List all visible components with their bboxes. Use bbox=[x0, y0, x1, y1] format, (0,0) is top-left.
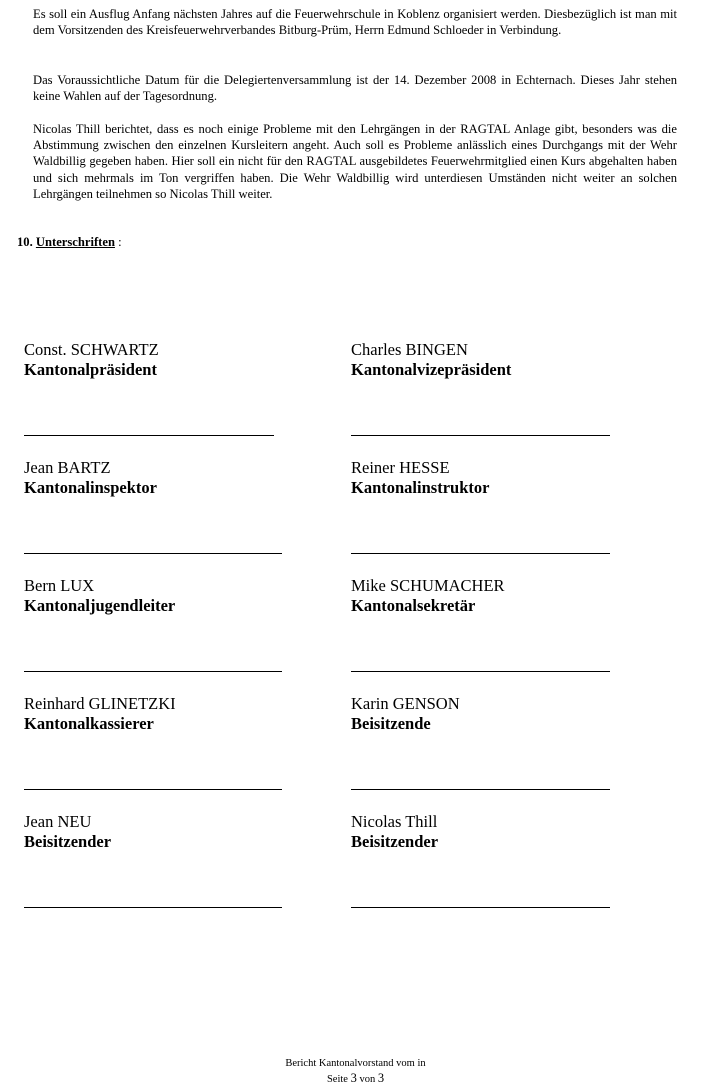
signature-line bbox=[351, 671, 610, 672]
signatory-name: Jean BARTZ bbox=[24, 458, 111, 477]
footer-page-number: Seite 3 von 3 bbox=[326, 1071, 385, 1085]
signatory-role: Kantonalsekretär bbox=[351, 596, 476, 615]
signature-block bbox=[351, 812, 621, 852]
signatory-role: Beisitzender bbox=[24, 832, 112, 851]
signatory-role: Kantonalvizepräsident bbox=[351, 360, 512, 379]
signatory-name: Mike SCHUMACHER bbox=[351, 576, 505, 595]
signature-line bbox=[351, 907, 610, 908]
signatory-name: Nicolas Thill bbox=[351, 812, 438, 831]
paragraph-ragtal-report: Nicolas Thill berichtet, dass es noch einige Probleme mit den Lehrgängen in der RAGTAL Anlage gibt, besonders was die Abstimmung zwischen den einzelnen Kursleitern angeht. Auch soll es Probleme anlässlich eines Durchgangs mit der Wehr Waldbillig gegeben haben. Hier soll ein nicht für den RAGTAL ausgebildetes Feuerwehrmitglied einen Kurs abgehalten haben und sich mehrmals im Ton vergriffen haben. Die Wehr Waldbillig wird unterdiesen Umständen nicht weiter an solchen Lehrgängen teilnehmen so Nicolas Thill weiter. bbox=[33, 122, 677, 201]
footer bbox=[0, 1057, 711, 1087]
signature-block bbox=[24, 812, 294, 852]
signatory-name: Reinhard GLINETZKI bbox=[24, 694, 176, 713]
signatory-name: Karin GENSON bbox=[351, 694, 460, 713]
section-number: 10. bbox=[17, 235, 33, 249]
signature-line bbox=[24, 671, 282, 672]
signature-line bbox=[24, 435, 274, 436]
signature-line bbox=[351, 789, 610, 790]
signatory-role: Kantonaljugendleiter bbox=[24, 596, 176, 615]
signatory-role: Kantonalpräsident bbox=[24, 360, 157, 379]
section-heading-signatures bbox=[17, 235, 122, 250]
signatory-role: Kantonalinspektor bbox=[24, 478, 157, 497]
signatory-name: Charles BINGEN bbox=[351, 340, 468, 359]
signature-line bbox=[24, 553, 282, 554]
signature-block bbox=[24, 458, 294, 498]
signatory-role: Beisitzende bbox=[351, 714, 431, 733]
signatory-name: Reiner HESSE bbox=[351, 458, 450, 477]
signature-line bbox=[351, 553, 610, 554]
section-title: Unterschriften bbox=[35, 235, 115, 249]
signatory-name: Bern LUX bbox=[24, 576, 95, 595]
signature-line bbox=[24, 789, 282, 790]
signatory-role: Kantonalkassierer bbox=[24, 714, 154, 733]
section-colon: : bbox=[118, 235, 122, 249]
footer-report-label: Bericht Kantonalvorstand vom in bbox=[285, 1058, 426, 1069]
signature-block bbox=[24, 576, 294, 616]
signature-block bbox=[351, 576, 621, 616]
signature-line bbox=[24, 907, 282, 908]
paragraph-excursion: Es soll ein Ausflug Anfang nächsten Jahres auf die Feuerwehrschule in Koblenz organisiert werden. Diesbezüglich ist man mit dem Vorsitzenden des Kreisfeuerwehrverbandes Bitburg-Prüm, Herrn Edmund Schloeder in Verbindung. bbox=[33, 7, 677, 38]
signature-block bbox=[351, 340, 621, 380]
signature-block bbox=[351, 694, 621, 734]
signature-line bbox=[351, 435, 610, 436]
signatory-role: Beisitzender bbox=[351, 832, 439, 851]
paragraph-delegates-meeting: Das Voraussichtliche Datum für die Delegiertenversammlung ist der 14. Dezember 2008 in Echternach. Dieses Jahr stehen keine Wahlen auf der Tagesordnung. bbox=[33, 73, 677, 104]
signatory-name: Const. SCHWARTZ bbox=[24, 340, 159, 359]
signature-block bbox=[24, 340, 294, 380]
signatory-name: Jean NEU bbox=[24, 812, 92, 831]
signature-block bbox=[24, 694, 294, 734]
signatory-role: Kantonalinstruktor bbox=[351, 478, 490, 497]
signature-block bbox=[351, 458, 621, 498]
